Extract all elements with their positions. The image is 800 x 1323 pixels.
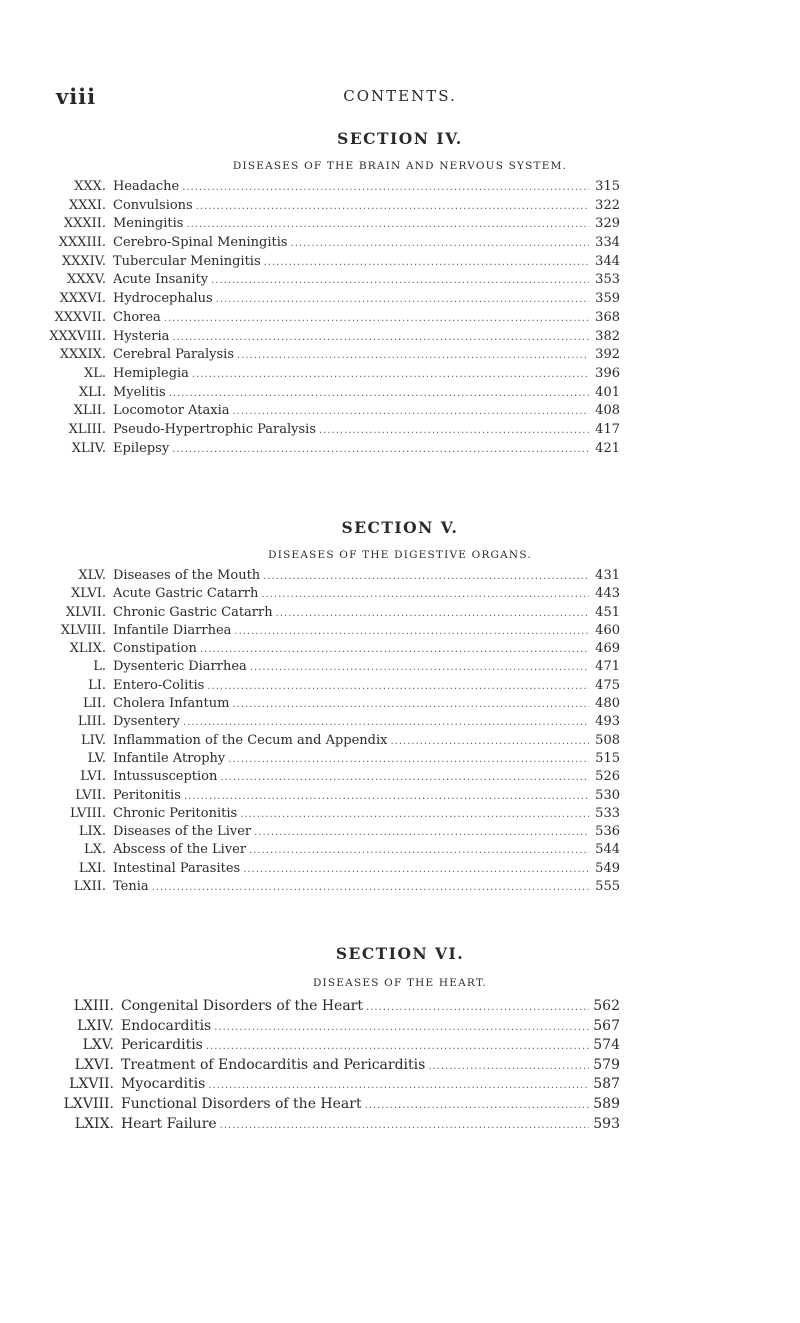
dot-leader xyxy=(390,736,589,747)
page-reference: 587 xyxy=(593,1076,620,1093)
chapter-title: Acute Gastric Catarrh xyxy=(113,586,259,602)
toc-entry[interactable] xyxy=(69,805,620,824)
page-reference: 421 xyxy=(595,440,620,456)
page-reference: 334 xyxy=(595,235,620,251)
toc-entry[interactable] xyxy=(68,197,620,217)
dot-leader xyxy=(206,1041,589,1052)
chapter-title: Tubercular Meningitis xyxy=(113,253,261,269)
chapter-title: Meningitis xyxy=(113,216,184,232)
dot-leader xyxy=(183,717,589,728)
toc-entry[interactable] xyxy=(69,1076,620,1096)
chapter-number: LXII. xyxy=(73,879,106,895)
chapter-number: XLIII. xyxy=(68,421,106,437)
toc-entry[interactable] xyxy=(49,328,620,348)
section-subtitle: DISEASES OF THE DIGESTIVE ORGANS. xyxy=(268,549,532,561)
chapter-number: XXXVII. xyxy=(54,309,106,325)
toc-entry[interactable] xyxy=(83,365,620,385)
page-number: viii xyxy=(56,84,97,109)
dot-leader xyxy=(169,388,589,399)
toc-entry[interactable] xyxy=(68,421,620,441)
dot-leader xyxy=(428,1061,589,1072)
section-title: SECTION VI. xyxy=(335,944,465,963)
dot-leader xyxy=(319,425,589,436)
chapter-title: Pericarditis xyxy=(121,1037,203,1054)
chapter-title: Abscess of the Liver xyxy=(113,842,247,858)
toc-entry[interactable] xyxy=(63,216,620,235)
page-reference: 353 xyxy=(595,272,620,288)
chapter-number: XXX. xyxy=(74,179,106,194)
toc-entry[interactable] xyxy=(82,1037,620,1057)
page-reference: 401 xyxy=(595,384,620,400)
toc-entry[interactable] xyxy=(69,641,620,659)
chapter-title: Chronic Peritonitis xyxy=(113,805,238,821)
chapter-number: XLVI. xyxy=(70,586,106,602)
section-title: SECTION IV. xyxy=(337,129,463,148)
chapter-number: XLI. xyxy=(78,384,106,400)
dot-leader xyxy=(254,827,589,838)
toc-entry[interactable] xyxy=(74,1115,620,1136)
running-head xyxy=(0,84,800,109)
dot-leader xyxy=(366,1002,589,1013)
page-reference: 544 xyxy=(595,842,620,858)
section-vi xyxy=(0,944,800,1135)
dot-leader xyxy=(220,772,589,783)
page-reference: 392 xyxy=(595,347,620,363)
toc-entry[interactable] xyxy=(77,714,620,732)
chapter-number: XXXV. xyxy=(66,272,106,288)
page-reference: 344 xyxy=(595,253,620,269)
section-title: SECTION V. xyxy=(341,518,459,537)
toc-entry[interactable] xyxy=(75,787,620,806)
chapter-number: LXVIII. xyxy=(63,1095,114,1112)
page-reference: 382 xyxy=(595,328,620,344)
toc-entry[interactable] xyxy=(82,696,620,714)
chapter-title: Diseases of the Mouth xyxy=(113,568,261,583)
page-reference: 443 xyxy=(595,586,620,602)
toc-entry[interactable] xyxy=(93,659,620,677)
toc-entry[interactable] xyxy=(74,179,620,198)
chapter-number: XLII. xyxy=(73,403,106,419)
chapter-number: LXIV. xyxy=(77,1017,114,1034)
toc-entry[interactable] xyxy=(87,750,620,769)
page-reference: 508 xyxy=(595,732,620,748)
chapter-number: LV. xyxy=(87,750,106,766)
toc-entry[interactable] xyxy=(78,860,620,879)
page-reference: 475 xyxy=(595,677,620,693)
page-reference: 530 xyxy=(595,787,620,803)
toc-entry[interactable] xyxy=(73,998,620,1018)
page-reference: 515 xyxy=(595,750,620,766)
section-v xyxy=(0,518,800,897)
chapter-number: XLIV. xyxy=(71,440,106,456)
dot-leader xyxy=(211,275,589,286)
dot-leader xyxy=(164,313,589,324)
chapter-title: Heart Failure xyxy=(121,1115,217,1132)
chapter-number: LXI. xyxy=(78,860,106,876)
toc-entry[interactable] xyxy=(59,347,620,366)
page-reference: 471 xyxy=(595,659,620,675)
dot-leader xyxy=(261,589,589,600)
chapter-title: Dysentery xyxy=(113,714,180,730)
chapter-title: Chronic Gastric Catarrh xyxy=(113,604,273,620)
toc-list xyxy=(14,568,620,897)
chapter-title: Treatment of Endocarditis and Pericarditis xyxy=(121,1056,426,1073)
dot-leader xyxy=(172,332,589,343)
dot-leader xyxy=(216,294,589,305)
chapter-number: LXVI. xyxy=(74,1056,114,1073)
page-reference: 359 xyxy=(595,291,620,307)
chapter-title: Convulsions xyxy=(113,197,193,213)
dot-leader xyxy=(184,791,589,802)
dot-leader xyxy=(186,219,589,230)
chapter-number: XXXVI. xyxy=(59,291,106,307)
chapter-number: XXXIX. xyxy=(59,347,106,363)
page-reference: 533 xyxy=(595,805,620,821)
chapter-title: Hydrocephalus xyxy=(113,291,213,307)
toc-entry[interactable] xyxy=(83,842,620,860)
chapter-title: Endocarditis xyxy=(121,1017,212,1034)
chapter-title: Acute Insanity xyxy=(113,272,209,288)
page-reference: 368 xyxy=(595,309,620,325)
dot-leader xyxy=(228,754,589,765)
toc-entry[interactable] xyxy=(74,1056,620,1077)
page-reference: 431 xyxy=(595,568,620,583)
chapter-title: Myelitis xyxy=(113,384,166,400)
chapter-number: LXV. xyxy=(82,1037,114,1054)
page-reference: 417 xyxy=(595,421,620,437)
chapter-title: Headache xyxy=(113,179,180,194)
toc-entry[interactable] xyxy=(80,769,620,787)
dot-leader xyxy=(232,699,589,710)
chapter-number: LIX. xyxy=(78,824,106,840)
section-subtitle: DISEASES OF THE BRAIN AND NERVOUS SYSTEM. xyxy=(232,160,568,172)
dot-leader xyxy=(192,369,589,380)
chapter-title: Cerebro-Spinal Meningitis xyxy=(113,235,288,251)
running-title: CONTENTS. xyxy=(343,87,457,105)
dot-leader xyxy=(208,1080,589,1091)
dot-leader xyxy=(220,1120,589,1131)
toc-entry[interactable] xyxy=(77,1017,620,1038)
chapter-number: XXXIV. xyxy=(61,253,106,269)
chapter-number: LVI. xyxy=(80,769,106,785)
chapter-title: Hysteria xyxy=(113,328,170,344)
page-reference: 567 xyxy=(593,1017,620,1034)
dot-leader xyxy=(233,406,590,417)
dot-leader xyxy=(237,350,589,361)
chapter-number: LIV. xyxy=(80,732,106,748)
page-reference: 574 xyxy=(593,1037,620,1054)
dot-leader xyxy=(264,257,589,268)
chapter-number: XXXI. xyxy=(68,197,106,213)
section-subtitle: DISEASES OF THE HEART. xyxy=(312,977,488,989)
toc-entry[interactable] xyxy=(65,604,620,623)
dot-leader xyxy=(250,662,589,673)
toc-list xyxy=(16,998,620,1135)
chapter-title: Cholera Infantum xyxy=(113,696,230,712)
chapter-number: LIII. xyxy=(77,714,106,730)
chapter-title: Infantile Diarrhea xyxy=(113,622,232,638)
chapter-title: Cerebral Paralysis xyxy=(113,347,235,363)
chapter-number: LX. xyxy=(83,842,106,858)
toc-entry[interactable] xyxy=(71,440,620,460)
toc-entry[interactable] xyxy=(59,291,620,310)
chapter-title: Diseases of the Liver xyxy=(113,824,252,840)
chapter-number: XXXII. xyxy=(63,216,106,232)
dot-leader xyxy=(200,644,589,655)
chapter-title: Locomotor Ataxia xyxy=(113,403,230,419)
page-reference: 593 xyxy=(593,1115,620,1132)
chapter-title: Hemiplegia xyxy=(113,365,189,381)
chapter-number: LXVII. xyxy=(69,1076,114,1093)
page-reference: 562 xyxy=(593,998,620,1014)
chapter-number: XXXVIII. xyxy=(49,328,106,344)
page-reference: 315 xyxy=(595,179,620,194)
page-reference: 549 xyxy=(595,860,620,876)
page-reference: 469 xyxy=(595,641,620,657)
toc-entry[interactable] xyxy=(73,879,620,897)
toc-entry[interactable] xyxy=(73,403,620,422)
page-reference: 451 xyxy=(595,604,620,620)
toc-entry[interactable] xyxy=(66,272,620,291)
dot-leader xyxy=(249,845,589,856)
page-reference: 526 xyxy=(595,769,620,785)
chapter-title: Dysenteric Diarrhea xyxy=(113,659,247,675)
chapter-number: LXIX. xyxy=(74,1115,114,1132)
chapter-title: Intestinal Parasites xyxy=(113,860,241,876)
dot-leader xyxy=(276,608,589,619)
dot-leader xyxy=(291,238,589,249)
toc-entry[interactable] xyxy=(54,309,620,329)
page-reference: 493 xyxy=(595,714,620,730)
toc-entry[interactable] xyxy=(78,824,620,842)
chapter-number: XLVIII. xyxy=(60,622,106,638)
chapter-number: XLVII. xyxy=(65,604,106,620)
chapter-title: Inflammation of the Cecum and Appendix xyxy=(113,732,388,748)
page-reference: 589 xyxy=(593,1095,620,1112)
chapter-number: XXXIII. xyxy=(58,235,106,251)
chapter-title: Epilepsy xyxy=(113,440,170,456)
chapter-title: Peritonitis xyxy=(113,787,181,803)
page-reference: 536 xyxy=(595,824,620,840)
chapter-title: Tenia xyxy=(113,879,149,895)
section-iv xyxy=(0,129,800,459)
chapter-number: L. xyxy=(93,659,106,675)
chapter-title: Entero-Colitis xyxy=(113,677,205,693)
chapter-number: XLV. xyxy=(78,568,106,583)
chapter-number: XLIX. xyxy=(69,641,106,657)
dot-leader xyxy=(152,882,589,893)
page-reference: 329 xyxy=(595,216,620,232)
toc-entry[interactable] xyxy=(88,677,620,696)
chapter-title: Infantile Atrophy xyxy=(113,750,226,766)
toc-entry[interactable] xyxy=(60,622,620,641)
page-reference: 555 xyxy=(595,879,620,895)
page-reference: 408 xyxy=(595,403,620,419)
page-reference: 396 xyxy=(595,365,620,381)
dot-leader xyxy=(243,864,589,875)
chapter-title: Functional Disorders of the Heart xyxy=(121,1095,362,1112)
chapter-number: XL. xyxy=(83,365,106,381)
dot-leader xyxy=(214,1022,589,1033)
page-reference: 322 xyxy=(595,197,620,213)
chapter-title: Constipation xyxy=(113,641,197,657)
chapter-title: Congenital Disorders of the Heart xyxy=(121,998,363,1014)
toc-entry[interactable] xyxy=(70,586,620,604)
toc-entry[interactable] xyxy=(78,568,620,586)
dot-leader xyxy=(182,182,589,193)
chapter-number: LVIII. xyxy=(69,805,106,821)
chapter-title: Intussusception xyxy=(113,769,218,785)
dot-leader xyxy=(263,571,589,582)
toc-entry[interactable] xyxy=(63,1095,620,1116)
toc-entry[interactable] xyxy=(78,384,620,404)
chapter-number: LVII. xyxy=(75,787,106,803)
dot-leader xyxy=(207,681,589,692)
dot-leader xyxy=(172,444,589,455)
toc-entry[interactable] xyxy=(58,235,620,254)
page-reference: 579 xyxy=(593,1056,620,1073)
dot-leader xyxy=(365,1100,589,1111)
page-reference: 460 xyxy=(595,622,620,638)
chapter-title: Chorea xyxy=(113,309,161,325)
dot-leader xyxy=(234,626,589,637)
page-reference: 480 xyxy=(595,696,620,712)
toc-entry[interactable] xyxy=(80,732,620,751)
dot-leader xyxy=(240,809,589,820)
dot-leader xyxy=(196,201,589,212)
chapter-number: LXIII. xyxy=(73,998,114,1014)
chapter-number: LII. xyxy=(82,696,106,712)
chapter-title: Pseudo-Hypertrophic Paralysis xyxy=(113,421,316,437)
toc-entry[interactable] xyxy=(61,253,620,273)
chapter-number: LI. xyxy=(88,677,106,693)
chapter-title: Myocarditis xyxy=(121,1076,206,1093)
toc-list xyxy=(14,179,620,459)
